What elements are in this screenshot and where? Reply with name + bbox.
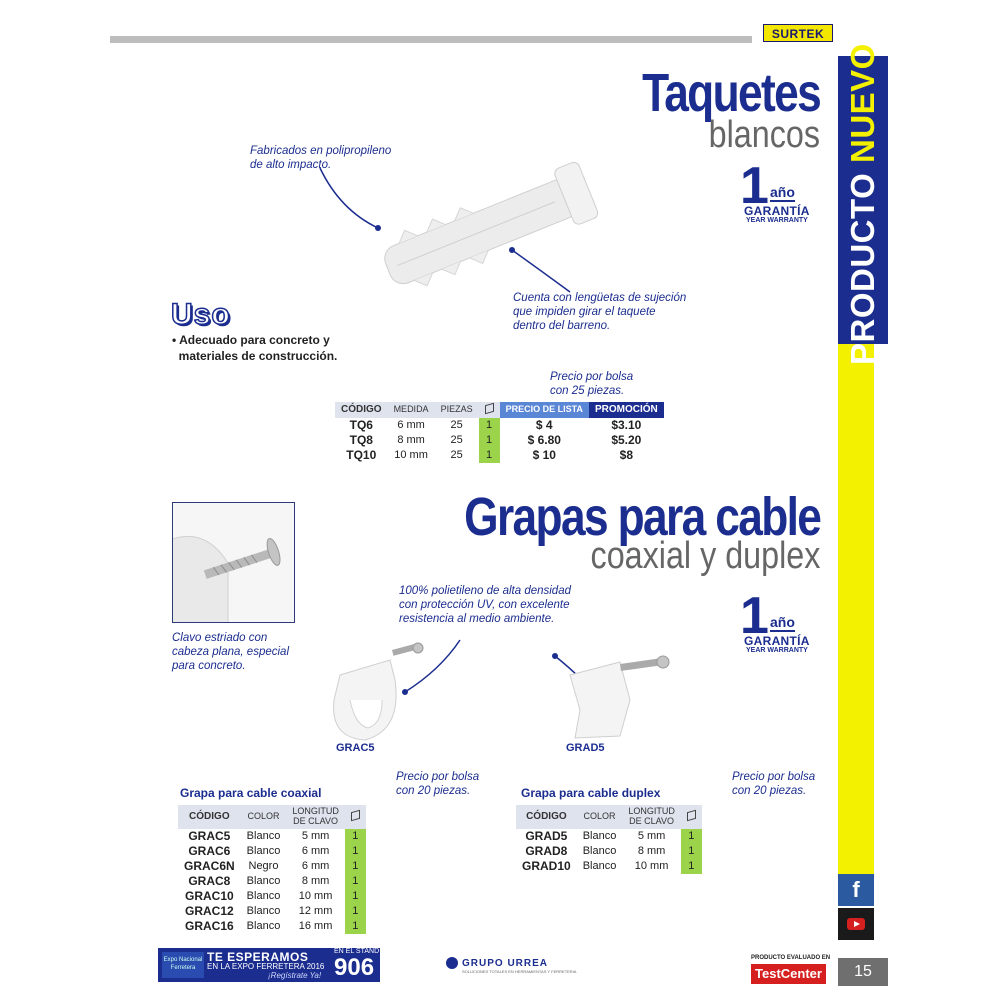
cell-code: GRAD5 bbox=[525, 828, 568, 843]
price-note-taquete: Precio por bolsa con 25 piezas. bbox=[550, 371, 634, 397]
cell-code: GRAC10 bbox=[184, 888, 234, 903]
col-promo: PROMOCIÓN bbox=[589, 402, 664, 418]
table-row: TQ6 6 mm 25 1 $ 4 $3.10 bbox=[349, 417, 642, 432]
cell-color: Blanco bbox=[246, 889, 281, 902]
cell-length: 12 mm bbox=[298, 904, 333, 917]
cell-length: 8 mm bbox=[637, 844, 666, 857]
cell-code: GRAD10 bbox=[522, 858, 571, 873]
table-row bbox=[178, 829, 366, 844]
cell-code: GRAC5 bbox=[188, 828, 231, 843]
col-length: LONGITUD DE CLAVO bbox=[622, 805, 681, 829]
coax-table-title: Grapa para cable coaxial bbox=[180, 786, 322, 800]
section1-subtitle: blancos bbox=[708, 114, 820, 156]
cell-color: Blanco bbox=[246, 904, 281, 917]
expo-logo: Expo Nacional Ferretera bbox=[162, 952, 204, 978]
col-color: COLOR bbox=[241, 805, 287, 829]
col-list-price: PRECIO DE LISTA bbox=[500, 402, 589, 418]
cell-code: GRAC6 bbox=[188, 843, 231, 858]
table-row: TQ10 10 mm 25 1 $ 10 $8 bbox=[346, 447, 633, 462]
label-grac5: GRAC5 bbox=[336, 742, 375, 754]
col-code: CÓDIGO bbox=[516, 805, 577, 829]
cell-color: Blanco bbox=[582, 859, 617, 872]
col-pieces: PIEZAS bbox=[435, 402, 479, 418]
cell-color: Negro bbox=[248, 859, 279, 872]
duplex-table bbox=[516, 805, 702, 874]
urrea-globe-icon bbox=[446, 957, 458, 969]
box-icon bbox=[345, 805, 366, 829]
table-row bbox=[516, 829, 702, 844]
table-row bbox=[516, 844, 702, 859]
cell-code: GRAC6N bbox=[184, 858, 235, 873]
cell-color: Blanco bbox=[246, 829, 281, 842]
duplex-table-title: Grapa para cable duplex bbox=[521, 786, 661, 800]
table-row bbox=[178, 859, 366, 874]
side-band-yellow bbox=[838, 344, 874, 874]
brand-logo: SURTEK bbox=[763, 24, 833, 42]
col-length: LONGITUD DE CLAVO bbox=[286, 805, 345, 829]
youtube-icon[interactable] bbox=[838, 908, 874, 940]
uso-text: • Adecuado para concreto y materiales de construcción. bbox=[172, 333, 338, 364]
taquete-image bbox=[300, 140, 640, 310]
cell-length: 6 mm bbox=[301, 844, 330, 857]
cell-length: 5 mm bbox=[637, 829, 666, 842]
side-band-word-producto: PRODUCTO bbox=[844, 172, 881, 365]
note-tabs-taquete: Cuenta con lengüetas de sujeción que impiden girar el taquete dentro del barreno. bbox=[513, 292, 687, 332]
banner-cta: ¡Regístrate Ya! bbox=[268, 971, 322, 980]
side-band-word-nuevo: NUEVO bbox=[844, 43, 881, 163]
section1-title: Taquetes bbox=[642, 63, 820, 123]
cell-length: 8 mm bbox=[301, 874, 330, 887]
cell-length: 16 mm bbox=[298, 919, 333, 932]
table-row: TQ8 8 mm 25 1 $ 6.80 $5.20 bbox=[349, 432, 642, 447]
price-note-duplex: Precio por bolsa con 20 piezas. bbox=[732, 771, 816, 797]
cell-code: GRAC12 bbox=[184, 903, 234, 918]
cell-qty: 1 bbox=[681, 859, 702, 874]
label-grad5: GRAD5 bbox=[566, 742, 605, 754]
cell-qty: 1 bbox=[345, 874, 366, 889]
warranty-badge-2: 1 año GARANTÍA YEAR WARRANTY bbox=[740, 587, 810, 654]
cell-qty: 1 bbox=[345, 904, 366, 919]
cell-color: Blanco bbox=[582, 829, 617, 842]
cell-qty: 1 bbox=[345, 844, 366, 859]
section2-subtitle: coaxial y duplex bbox=[590, 535, 820, 577]
banner-subtitle: EN LA EXPO FERRETERA 2016 bbox=[207, 962, 325, 971]
cell-qty: 1 bbox=[345, 919, 366, 934]
taquete-table bbox=[335, 402, 664, 463]
uso-heading: Uso bbox=[171, 298, 231, 331]
cell-qty: 1 bbox=[345, 859, 366, 874]
table-row bbox=[178, 844, 366, 859]
table-row bbox=[178, 889, 366, 904]
note-material-taquete: Fabricados en polipropileno de alto impacto. bbox=[250, 145, 392, 171]
cell-qty: 1 bbox=[681, 844, 702, 859]
table-row bbox=[516, 859, 702, 874]
col-code: CÓDIGO bbox=[335, 402, 388, 418]
cell-length: 5 mm bbox=[301, 829, 330, 842]
facebook-icon[interactable]: f bbox=[838, 874, 874, 906]
table-row bbox=[178, 874, 366, 889]
page-number: 15 bbox=[838, 958, 888, 986]
testcenter-label: PRODUCTO EVALUADO EN bbox=[751, 955, 831, 961]
nail-closeup-image bbox=[172, 502, 295, 623]
cell-code: GRAD8 bbox=[525, 843, 568, 858]
stand-label: EN EL STAND bbox=[334, 948, 380, 955]
box-icon bbox=[479, 402, 500, 418]
coax-table bbox=[178, 805, 366, 934]
cell-color: Blanco bbox=[246, 919, 281, 932]
cell-color: Blanco bbox=[246, 844, 281, 857]
cell-color: Blanco bbox=[582, 844, 617, 857]
col-size: MEDIDA bbox=[388, 402, 435, 418]
price-note-coax: Precio por bolsa con 20 piezas. bbox=[396, 771, 480, 797]
box-icon bbox=[681, 805, 702, 829]
cell-code: GRAC8 bbox=[188, 873, 231, 888]
note-material-grapa: 100% polietileno de alta densidad con protección UV, con excelente resistencia al medio ambiente. bbox=[399, 585, 571, 625]
cell-length: 10 mm bbox=[298, 889, 333, 902]
col-code: CÓDIGO bbox=[178, 805, 241, 829]
testcenter-logo: TestCenter bbox=[751, 964, 826, 984]
side-band-label bbox=[842, 43, 884, 365]
grapas-image bbox=[320, 620, 680, 745]
cell-length: 10 mm bbox=[634, 859, 669, 872]
col-color: COLOR bbox=[577, 805, 623, 829]
banner-title: TE ESPERAMOS bbox=[207, 950, 309, 964]
note-nail: Clavo estriado con cabeza plana, especial para concreto. bbox=[172, 632, 289, 672]
table-row bbox=[178, 904, 366, 919]
top-rule bbox=[110, 36, 752, 43]
cell-color: Blanco bbox=[246, 874, 281, 887]
warranty-badge-1: 1 año GARANTÍA YEAR WARRANTY bbox=[740, 157, 810, 224]
section2-title: Grapas para cable bbox=[463, 487, 820, 547]
urrea-logo: GRUPO URREA SOLUCIONES TOTALES EN HERRAMIENTAS Y FERRETERIA bbox=[446, 957, 576, 974]
stand-number: 906 bbox=[334, 954, 375, 981]
cell-code: GRAC16 bbox=[184, 918, 234, 933]
cell-qty: 1 bbox=[345, 889, 366, 904]
cell-qty: 1 bbox=[345, 829, 366, 844]
table-row bbox=[178, 919, 366, 934]
cell-length: 6 mm bbox=[301, 859, 330, 872]
cell-qty: 1 bbox=[681, 829, 702, 844]
